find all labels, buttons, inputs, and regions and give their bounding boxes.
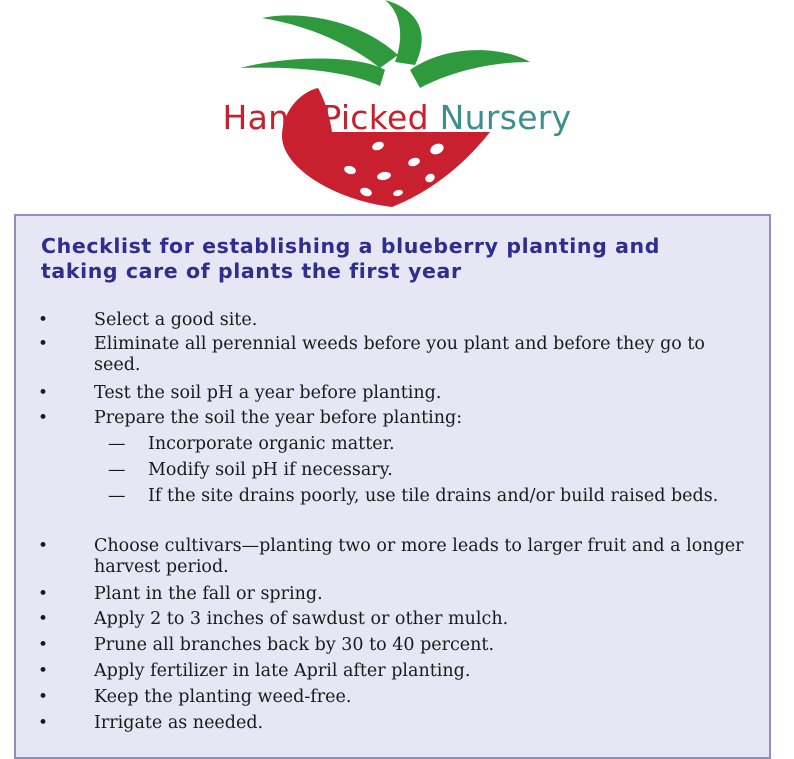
- bullet-icon: •: [38, 609, 49, 629]
- brand-word-nursery: Nursery: [439, 98, 572, 137]
- bullet-icon: •: [38, 383, 49, 403]
- checklist-item-text: Prepare the soil the year before planting:: [94, 408, 463, 428]
- checklist-subitem-text: If the site drains poorly, use tile drains and/or build raised beds.: [148, 486, 719, 506]
- bullet-icon: •: [38, 661, 49, 681]
- checklist-item-text: Plant in the fall or spring.: [94, 584, 323, 604]
- checklist-item-text: Irrigate as needed.: [94, 713, 264, 733]
- bullet-icon: •: [38, 713, 49, 733]
- bullet-icon: •: [38, 635, 49, 655]
- checklist-item-text: Test the soil pH a year before planting.: [94, 383, 442, 403]
- strawberry-leaf-right: [410, 50, 530, 88]
- checklist-item-text: Prune all branches back by 30 to 40 percent.: [94, 635, 495, 655]
- checklist-item-text: Select a good site.: [94, 310, 258, 330]
- checklist-panel: [14, 214, 771, 759]
- checklist-item-text: Keep the planting weed-free.: [94, 687, 352, 707]
- brand-name: [0, 98, 794, 137]
- bullet-icon: •: [38, 310, 49, 330]
- logo: [0, 0, 794, 210]
- checklist-item-text: Choose cultivars—planting two or more leads to larger fruit and a longer harvest period.: [94, 536, 744, 577]
- checklist-item-text: Eliminate all perennial weeds before you plant and before they go to seed.: [94, 334, 705, 375]
- dash-icon: —: [108, 486, 126, 506]
- bullet-icon: •: [38, 334, 49, 354]
- checklist-subitem-text: Incorporate organic matter.: [148, 434, 395, 454]
- checklist-heading: Checklist for establishing a blueberry planting and taking care of plants the first year: [41, 234, 660, 283]
- checklist-item-text: Apply fertilizer in late April after planting.: [94, 661, 471, 681]
- dash-icon: —: [108, 460, 126, 480]
- checklist-item-text: Apply 2 to 3 inches of sawdust or other mulch.: [94, 609, 509, 629]
- bullet-icon: •: [38, 687, 49, 707]
- bullet-icon: •: [38, 584, 49, 604]
- bullet-icon: •: [38, 536, 49, 556]
- brand-word-hand-picked: Hand Picked: [222, 98, 429, 137]
- bullet-icon: •: [38, 408, 49, 428]
- strawberry-leaf-mid-left: [240, 58, 385, 86]
- checklist-subitem-text: Modify soil pH if necessary.: [148, 460, 393, 480]
- dash-icon: —: [108, 434, 126, 454]
